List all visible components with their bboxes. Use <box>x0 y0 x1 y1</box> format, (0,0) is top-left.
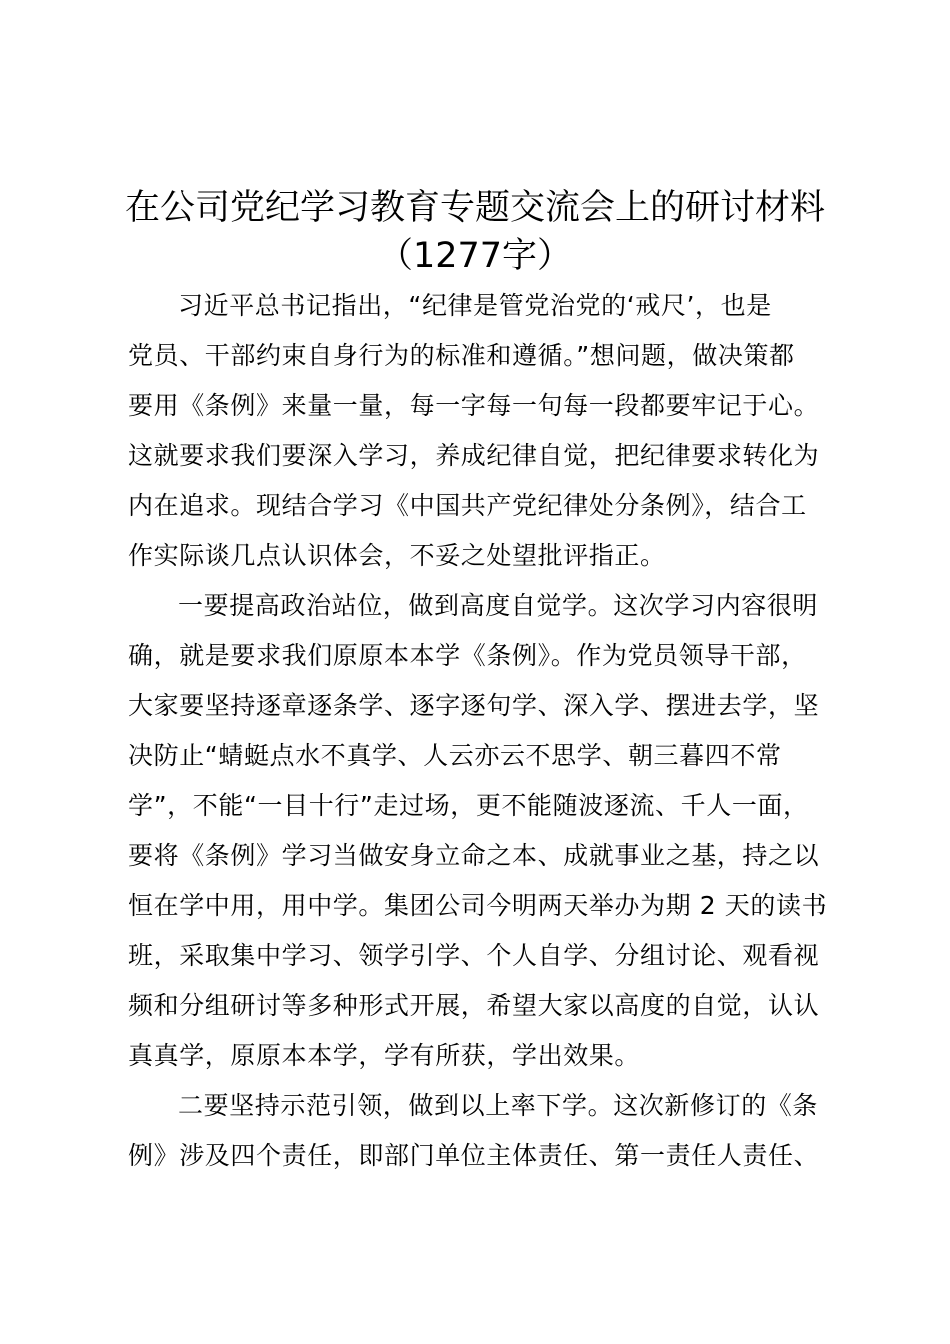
text-line: 党员、干部约束自身行为的标准和遵循。”想问题，做决策都 <box>128 341 795 370</box>
text-line: 频和分组研讨等多种形式开展，希望大家以高度的自觉，认认 <box>128 991 820 1020</box>
text-line: 真真学，原原本本学，学有所获，学出效果。 <box>128 1041 641 1070</box>
text-line: 习近平总书记指出，“纪律是管党治党的‘戒尺’，也是 <box>178 291 772 320</box>
text-line: 学”，不能“一目十行”走过场，更不能随波逐流、千人一面， <box>128 791 809 820</box>
text-line: 决防止“蜻蜓点水不真学、人云亦云不思学、朝三暮四不常 <box>128 741 782 770</box>
document-word-count: （1277字） <box>377 236 573 276</box>
text-line: 这就要求我们要深入学习，养成纪律自觉，把纪律要求转化为 <box>128 441 820 470</box>
text-line: 班，采取集中学习、领学引学、个人自学、分组讨论、观看视 <box>128 941 820 970</box>
text-line: 确，就是要求我们原原本本学《条例》。作为党员领导干部， <box>128 641 807 670</box>
text-line: 要用《条例》来量一量，每一字每一句每一段都要牢记于心。 <box>128 391 820 420</box>
document-body <box>128 281 833 1181</box>
text-line: 例》涉及四个责任，即部门单位主体责任、第一责任人责任、 <box>128 1141 820 1170</box>
text-line: 作实际谈几点认识体会，不妥之处望批评指正。 <box>128 541 666 570</box>
text-line: 内在追求。现结合学习《中国共产党纪律处分条例》，结合工 <box>128 491 807 520</box>
text-line: 要将《条例》学习当做安身立命之本、成就事业之基，持之以 <box>128 841 820 870</box>
document-title: 在公司党纪学习教育专题交流会上的研讨材料 <box>124 188 825 228</box>
text-line: 一要提高政治站位，做到高度自觉学。这次学习内容很明 <box>178 591 819 620</box>
text-line: 恒在学中用，用中学。集团公司今明两天举办为期 2 天的读书 <box>128 891 828 920</box>
text-line: 大家要坚持逐章逐条学、逐字逐句学、深入学、摆进去学，坚 <box>128 691 820 720</box>
text-line: 二要坚持示范引领，做到以上率下学。这次新修订的《条 <box>178 1091 819 1120</box>
